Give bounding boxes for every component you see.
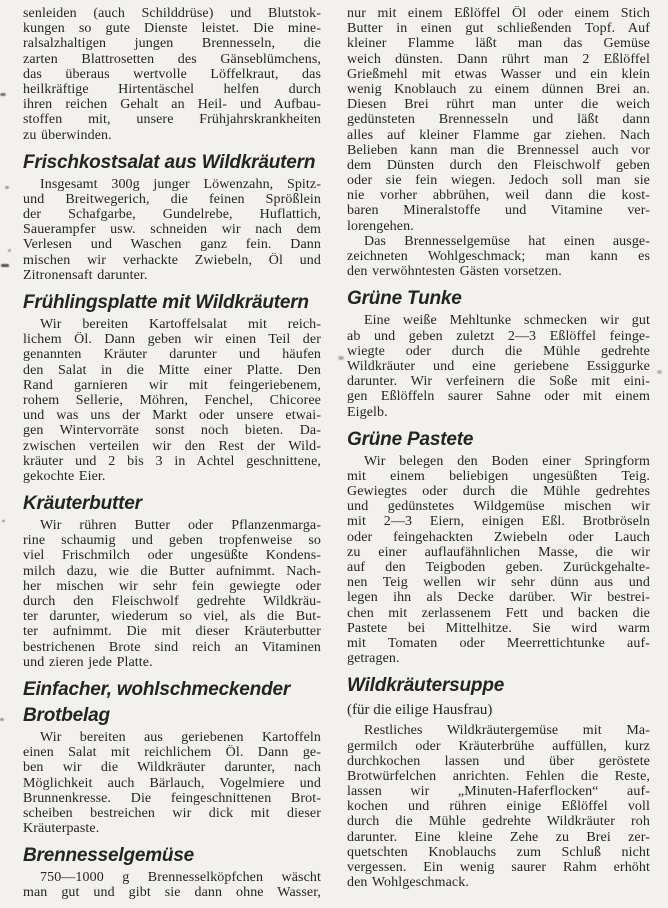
text-line: durchkochen lassen und über geröstete	[347, 753, 650, 769]
text-line: kochen und rühren einige Eßlöffel voll	[347, 799, 650, 815]
text-line: ralsalzhaltigen jungen Brennesseln, die	[23, 36, 321, 52]
text-line: Wir bereiten aus geriebenen Kartoffeln	[40, 729, 321, 745]
text-line: her mischen wir sehr fein gewiegte oder	[23, 578, 321, 594]
scan-speck	[2, 520, 5, 522]
text-line: Rand garnieren wir mit feingeriebenem,	[23, 377, 321, 393]
text-line: ter aufnimmt. Die mit dieser Kräuterbutter	[23, 624, 321, 640]
text-line: gedünsteten Brennesseln und läßt dann	[347, 112, 650, 128]
text-line: man gut und gibt sie dann ohne Wasser,	[23, 885, 321, 901]
text-line: Brotwürfelchen anrichten. Fehlen die Reste,	[347, 768, 650, 784]
recipe-heading: Frischkostsalat aus Wildkräutern	[23, 151, 316, 173]
text-line: Sauerampfer usw. schneiden wir nach dem	[23, 222, 321, 238]
paragraph	[347, 454, 650, 667]
text-line: gekochte Eier.	[23, 468, 106, 484]
text-line: und gedünstetes Wildgemüse mischen wir	[347, 499, 650, 515]
text-line: 750—1000 g Brennesselköpfchen wäscht	[40, 870, 321, 886]
recipe-heading: Brennesselgemüse	[23, 845, 195, 867]
text-line: Wildkräuter und eine geriebene Essiggurke	[347, 358, 650, 374]
scan-speck	[657, 370, 662, 374]
text-line: zu einer auflaufähnlichen Masse, die wir	[347, 544, 650, 560]
text-line: und Breitwegerich, die feinen Sprößlein	[23, 191, 321, 207]
text-line: Restliches Wildkräutergemüse mit Ma-	[364, 723, 650, 739]
text-line: viel Frischmilch oder ungesüßte Kondens-	[23, 548, 321, 564]
text-line: milch dazu, wie die Butter aufnimmt. Nach-	[23, 563, 321, 579]
text-line: Insgesamt 300g junger Löwenzahn, Spitz-	[40, 176, 321, 192]
text-line: zwischen verteilen wir den Rest der Wild-	[23, 438, 321, 454]
text-line: und zieren jede Platte.	[23, 654, 153, 670]
recipe-heading: Einfacher, wohlschmeckender	[23, 678, 291, 700]
text-line: und was uns der Markt oder unsere etwai-	[23, 408, 321, 424]
recipe-heading: Wildkräutersuppe	[347, 675, 505, 697]
text-line: Verlesen und Waschen ganz fein. Dann	[23, 237, 321, 253]
text-line: zeichneten Wohlgeschmack; man kann es	[347, 249, 650, 264]
text-line: den Wohlgeschmack.	[347, 875, 469, 891]
text-line: Eigelb.	[347, 404, 388, 420]
scan-speck	[1, 264, 9, 267]
text-line: Wir belegen den Boden einer Springform	[364, 453, 650, 469]
text-line: heilkräftige Hirtentäschel helfen durch	[23, 81, 321, 97]
text-line: germilch oder Kräuterbrühe auffüllen, kurz	[347, 738, 650, 754]
text-line: Möglichkeit auch Bärlauch, Vogelmiere und	[23, 775, 321, 791]
text-line: nur mit einem Eßlöffel Öl oder einem Stich	[347, 6, 650, 21]
paragraph	[347, 6, 650, 234]
text-line: kräuter und 2 bis 3 in Achtel geschnittene,	[23, 453, 321, 469]
text-line: durch den Fleischwolf gedrehte Wildkräu-	[23, 594, 321, 609]
recipe-heading: Frühlingsplatte mit Wildkräutern	[23, 292, 309, 313]
text-line: Eine weiße Mehltunke schmecken wir gut	[364, 313, 650, 329]
text-line: wiegte oder durch die Mühle gedrehte	[347, 343, 650, 359]
recipe-heading: Grüne Tunke	[347, 288, 462, 310]
text-line: lichem Öl. Dann geben wir einen Teil der	[23, 332, 321, 348]
text-line: mit Tomaten oder Meerrettichtunke auf-	[347, 635, 650, 651]
paragraph	[23, 870, 321, 900]
scan-speck	[8, 249, 11, 252]
paragraph	[23, 730, 321, 836]
scan-speck	[0, 93, 6, 96]
text-line: rohem Sellerie, Möhren, Fenchel, Chicoree	[23, 392, 321, 408]
text-line: Belieben kann man die Brennessel auch vor	[347, 142, 650, 158]
text-line: quetschten Knoblauchs zum Schluß nicht	[347, 844, 650, 860]
text-line: Butter in einen gut schließenden Topf. Auf	[347, 21, 650, 37]
text-line: Das Brennesselgemüse hat einen ausge-	[364, 233, 650, 249]
text-line: oder sie fein wiegen. Jedoch soll man sie	[347, 173, 650, 189]
text-line: gen Eßlöffeln saurer Sahne oder mit einem	[347, 389, 650, 405]
text-line: Diesen Brei rührt man unter die weich	[347, 97, 650, 113]
paragraph	[347, 313, 650, 419]
paragraph	[23, 177, 321, 283]
text-line: nen Teig wellen wir sehr dünn aus und	[347, 575, 650, 591]
paragraph	[347, 234, 650, 280]
text-line: mit einem beliebigen ungesüßten Teig.	[347, 468, 650, 484]
text-line: oder feingehackten Zwiebeln oder Lauch	[347, 529, 650, 545]
text-line: wenig Knoblauch zu einem dünnen Brei an.	[347, 81, 650, 97]
text-line: der Schafgarbe, Gundelrebe, Huflattich,	[23, 207, 321, 223]
text-line: zu überwinden.	[23, 127, 112, 143]
text-line: Gewiegtes oder durch die Mühle gedrehtes	[347, 484, 650, 500]
text-line: Wir bereiten Kartoffelsalat mit reich-	[40, 317, 321, 332]
text-line: das überaus wertvolle Löffelkraut, das	[23, 66, 321, 82]
text-line: senleiden (auch Schilddrüse) und Blutstok-	[23, 6, 321, 21]
text-line: darunter. Eine kleine Zehe zu Brei zer-	[347, 829, 650, 845]
text-line: mischen wir verhackte Zwiebeln, Öl und	[23, 252, 321, 268]
paragraph	[23, 518, 321, 670]
scan-speck	[338, 356, 344, 360]
recipe-heading: Grüne Pastete	[347, 428, 474, 450]
text-line: lassen wir „Minuten-Haferflocken“ auf-	[347, 784, 650, 800]
text-line: dem Dünsten durch den Fleischwolf geben	[347, 157, 650, 173]
text-line: Kräuterpaste.	[23, 821, 100, 837]
text-line: mit 2—3 Eiern, einigen Eßl. Brotbröseln	[347, 514, 650, 530]
text-line: Grießmehl mit etwas Wasser und ein klein	[347, 66, 650, 82]
paragraph	[23, 317, 321, 484]
paragraph	[347, 723, 650, 890]
text-line: gen Wintervorräte sonst noch bieten. Da-	[23, 423, 321, 439]
text-line: kleiner Flamme läßt man das Gemüse	[347, 36, 650, 52]
text-line: genannten Kräuter darunter und häufen	[23, 347, 321, 363]
scan-speck	[5, 186, 9, 189]
text-line: auf den Teigboden geben. Zurückgehalte-	[347, 560, 650, 575]
text-line: den verwöhntesten Gästen vorsetzen.	[347, 264, 562, 280]
text-line: Pastete bei Mittelhitze. Sie wird warm	[347, 620, 650, 636]
text-line: bestrichenen Brote sind reich an Vitaminen	[23, 639, 321, 655]
text-line: zarten Blattrosetten des Gänseblümchens,	[23, 51, 321, 67]
text-line: vergessen. Ein wenig saurer Rahm erhöht	[347, 860, 650, 875]
text-line: nie vorher abbrühen, weil dann die kost-	[347, 188, 650, 204]
text-line: ihren reichen Gehalt an Heil- und Aufbau-	[23, 97, 321, 113]
text-line: legen ihn als Decke darüber. Wir bestrei-	[347, 590, 650, 606]
text-line: den Salat in die Mitte einer Platte. Den	[23, 362, 321, 378]
right-column	[347, 6, 650, 904]
scan-speck	[0, 718, 4, 721]
text-line: ab und geben zuletzt 2—3 Eßlöffel feinge-	[347, 328, 650, 344]
text-line: Brunnenkresse. Die feingeschnittenen Brot-	[23, 790, 321, 806]
text-line: alles auf kleiner Flamme gar ziehen. Nach	[347, 127, 650, 143]
text-line: baren Mineralstoffe und Vitamine ver-	[347, 203, 650, 219]
text-line: durch die Mühle gedrehte Wildkräuter roh	[347, 814, 650, 830]
text-line: rine schaumig und geben tropfenweise so	[23, 533, 321, 549]
recipe-subheading: (für die eilige Hausfrau)	[347, 702, 493, 719]
text-line: kungen so gute Dienste leistet. Die mine-	[23, 21, 321, 37]
text-line: scheiben bestreichen wir dick mit dieser	[23, 805, 321, 821]
text-line: darunter. Wir verfeinern die Soße mit eini-	[347, 374, 650, 390]
text-line: ter darunter, wiederum so viel, als die But-	[23, 609, 321, 625]
left-column	[23, 6, 321, 904]
text-line: weich dünsten. Dann rührt man 2 Eßlöffel	[347, 51, 650, 67]
text-line: stoffen mit, unsere Frühjahrskrankheiten	[23, 112, 321, 128]
text-line: getragen.	[347, 651, 400, 667]
text-line: Wir rühren Butter oder Pflanzenmarga-	[40, 518, 321, 534]
text-line: lorengehen.	[347, 218, 414, 234]
text-line: einen Salat mit reichlichem Öl. Dann ge-	[23, 745, 321, 761]
text-line: ben wir die Wildkräuter darunter, nach	[23, 760, 321, 776]
paragraph	[23, 6, 321, 143]
text-line: chen mit zerlassenem Fett und backen die	[347, 605, 650, 621]
recipe-heading: Brotbelag	[23, 704, 110, 726]
recipe-heading: Kräuterbutter	[23, 493, 142, 515]
text-line: Zitronensaft darunter.	[23, 267, 148, 283]
